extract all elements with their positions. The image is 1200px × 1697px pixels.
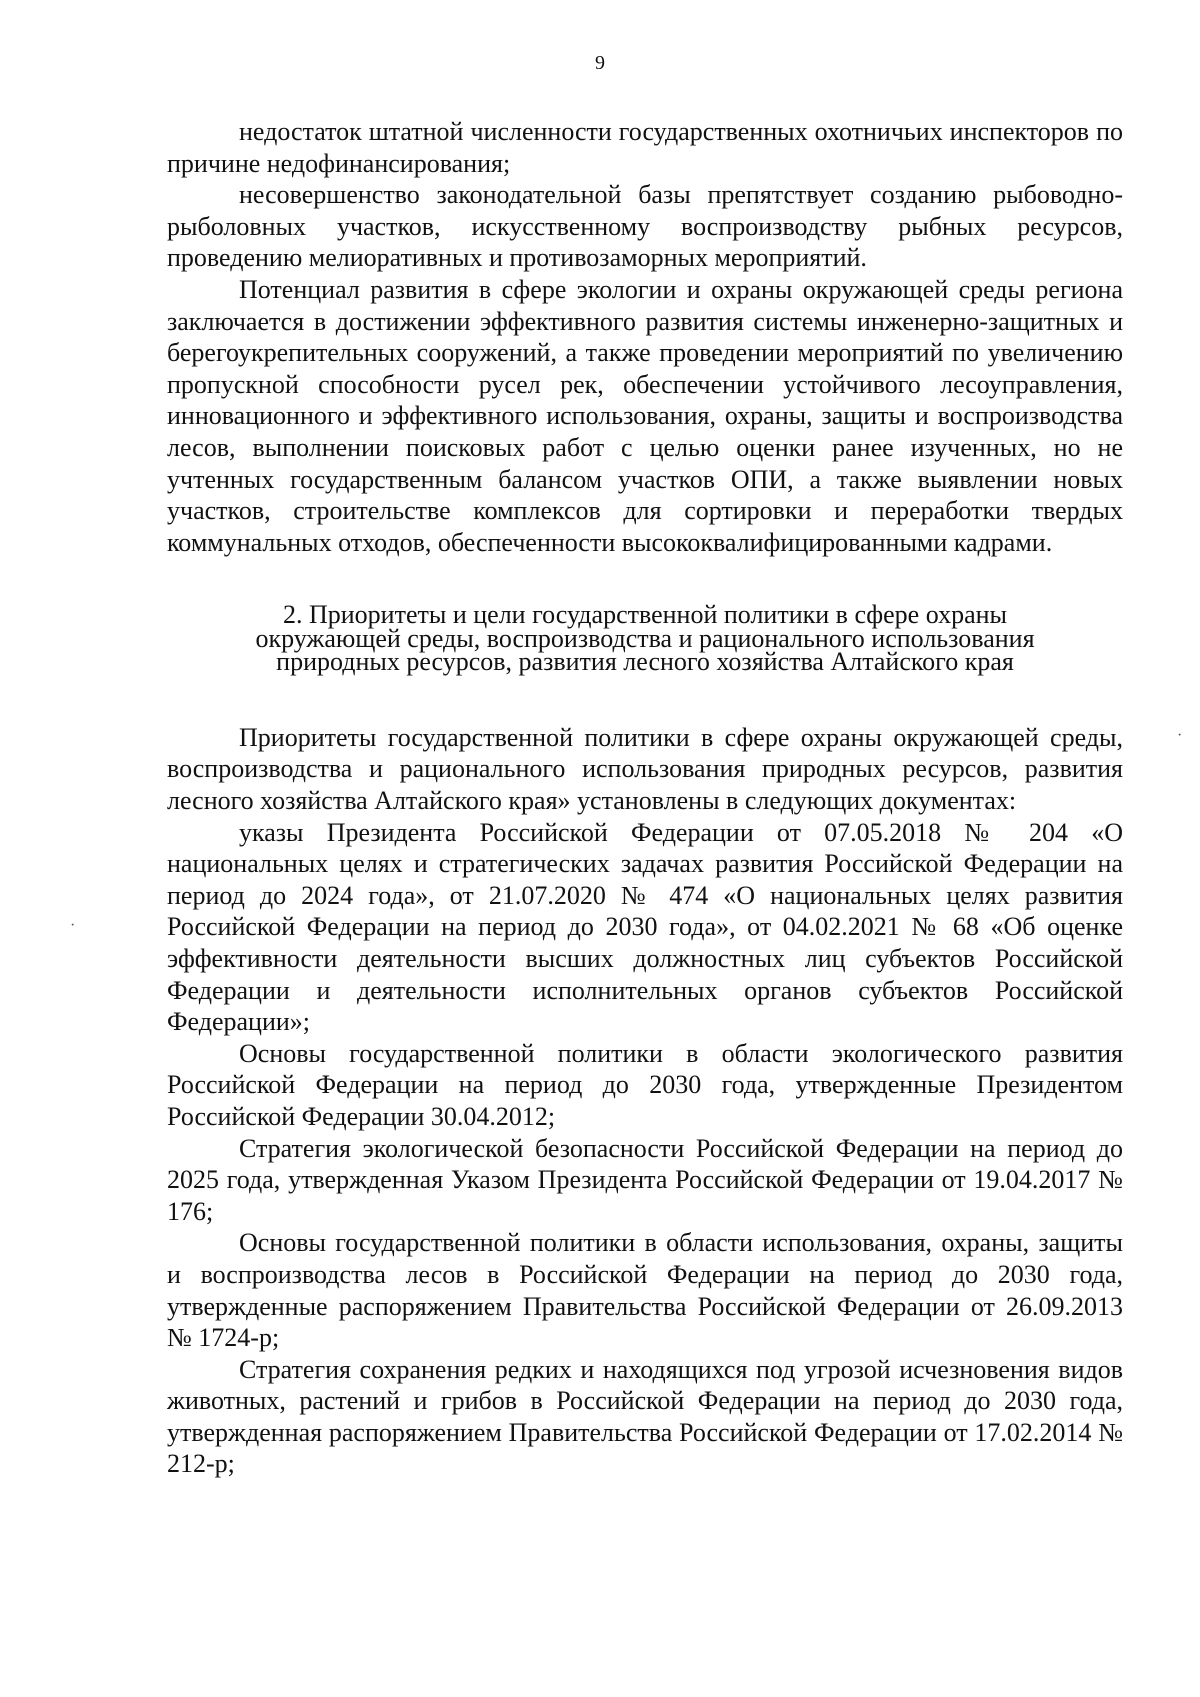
document-body (167, 116, 1123, 1480)
section-heading-line: природных ресурсов, развития лесного хозяйства Алтайского края (276, 647, 1014, 677)
section-heading-line: 2. Приоритеты и цели государственной политики в сфере охраны (282, 600, 1007, 630)
paragraph-forest-policy-basics: Основы государственной политики в области использования, охраны, защиты и воспроизводства лесов в Российской Федерации на период до 2030 года, утвержденные распоряжением Правительства Российской Федерации от 26.09.2013 № 1724-р; (167, 1228, 1123, 1353)
scan-speck: · (70, 917, 76, 934)
section-heading (167, 600, 1123, 677)
paragraph-rare-species-strategy: Стратегия сохранения редких и находящихся под угрозой исчезновения видов животных, растений и грибов в Российской Федерации на период до 2030 года, утвержденная распоряжением Правительства Российской Федерации от 17.02.2014 № 212-р; (167, 1354, 1123, 1479)
section-heading-line: окружающей среды, воспроизводства и рационального использования (255, 623, 1035, 653)
paragraph-presidential-decrees: указы Президента Российской Федерации от 07.05.2018 № 204 «О национальных целях и стратегических задачах развития Российской Федерации на период до 2024 года», от 21.07.2020 № 474 «О национальных целях развития Российской Федерации на период до 2030 года», от 04.02.2021 № 68 «Об оценке эффективности деятельности высших должностных лиц субъектов Российской Федерации и деятельности исполнительных органов субъектов Российской Федерации»; (167, 817, 1123, 1037)
paragraph-priorities-intro: Приоритеты государственной политики в сфере охраны окружающей среды, воспроизводства и рационального использования природных ресурсов, развития лесного хозяйства Алтайского края» установлены в следующих документах: (167, 722, 1123, 815)
page-number: 9 (595, 52, 605, 74)
paragraph-ecological-security-strategy: Стратегия экологической безопасности Российской Федерации на период до 2025 года, утвержденная Указом Президента Российской Федерации от 19.04.2017 № 176; (167, 1133, 1123, 1226)
scan-speck: · (1177, 727, 1183, 744)
paragraph-legislative-base: несовершенство законодательной базы препятствует созданию рыбоводно-рыболовных участков, искусственному воспроизводству рыбных ресурсов, проведению мелиоративных и противозаморных мероприятий. (167, 180, 1123, 273)
paragraph-ecology-potential: Потенциал развития в сфере экологии и охраны окружающей среды региона заключается в достижении эффективного развития системы инженерно-защитных и берегоукрепительных сооружений, а также проведении мероприятий по увеличению пропускной способности русел рек, обеспечении устойчивого лесоуправления, инновационного и эффективного использования, охраны, защиты и воспроизводства лесов, выполнении поисковых работ с целью оценки ранее изученных, но не учтенных государственным балансом участков ОПИ, а также выявлении новых участков, строительстве комплексов для сортировки и переработки твердых коммунальных отходов, обеспеченности высококвалифицированными кадрами. (167, 274, 1123, 557)
paragraph-inspectors-shortage: недостаток штатной численности государственных охотничьих инспекторов по причине недофинансирования; (167, 117, 1123, 178)
paragraph-ecological-policy-basics: Основы государственной политики в области экологического развития Российской Федерации на период до 2030 года, утвержденные Президентом Российской Федерации 30.04.2012; (167, 1038, 1123, 1131)
